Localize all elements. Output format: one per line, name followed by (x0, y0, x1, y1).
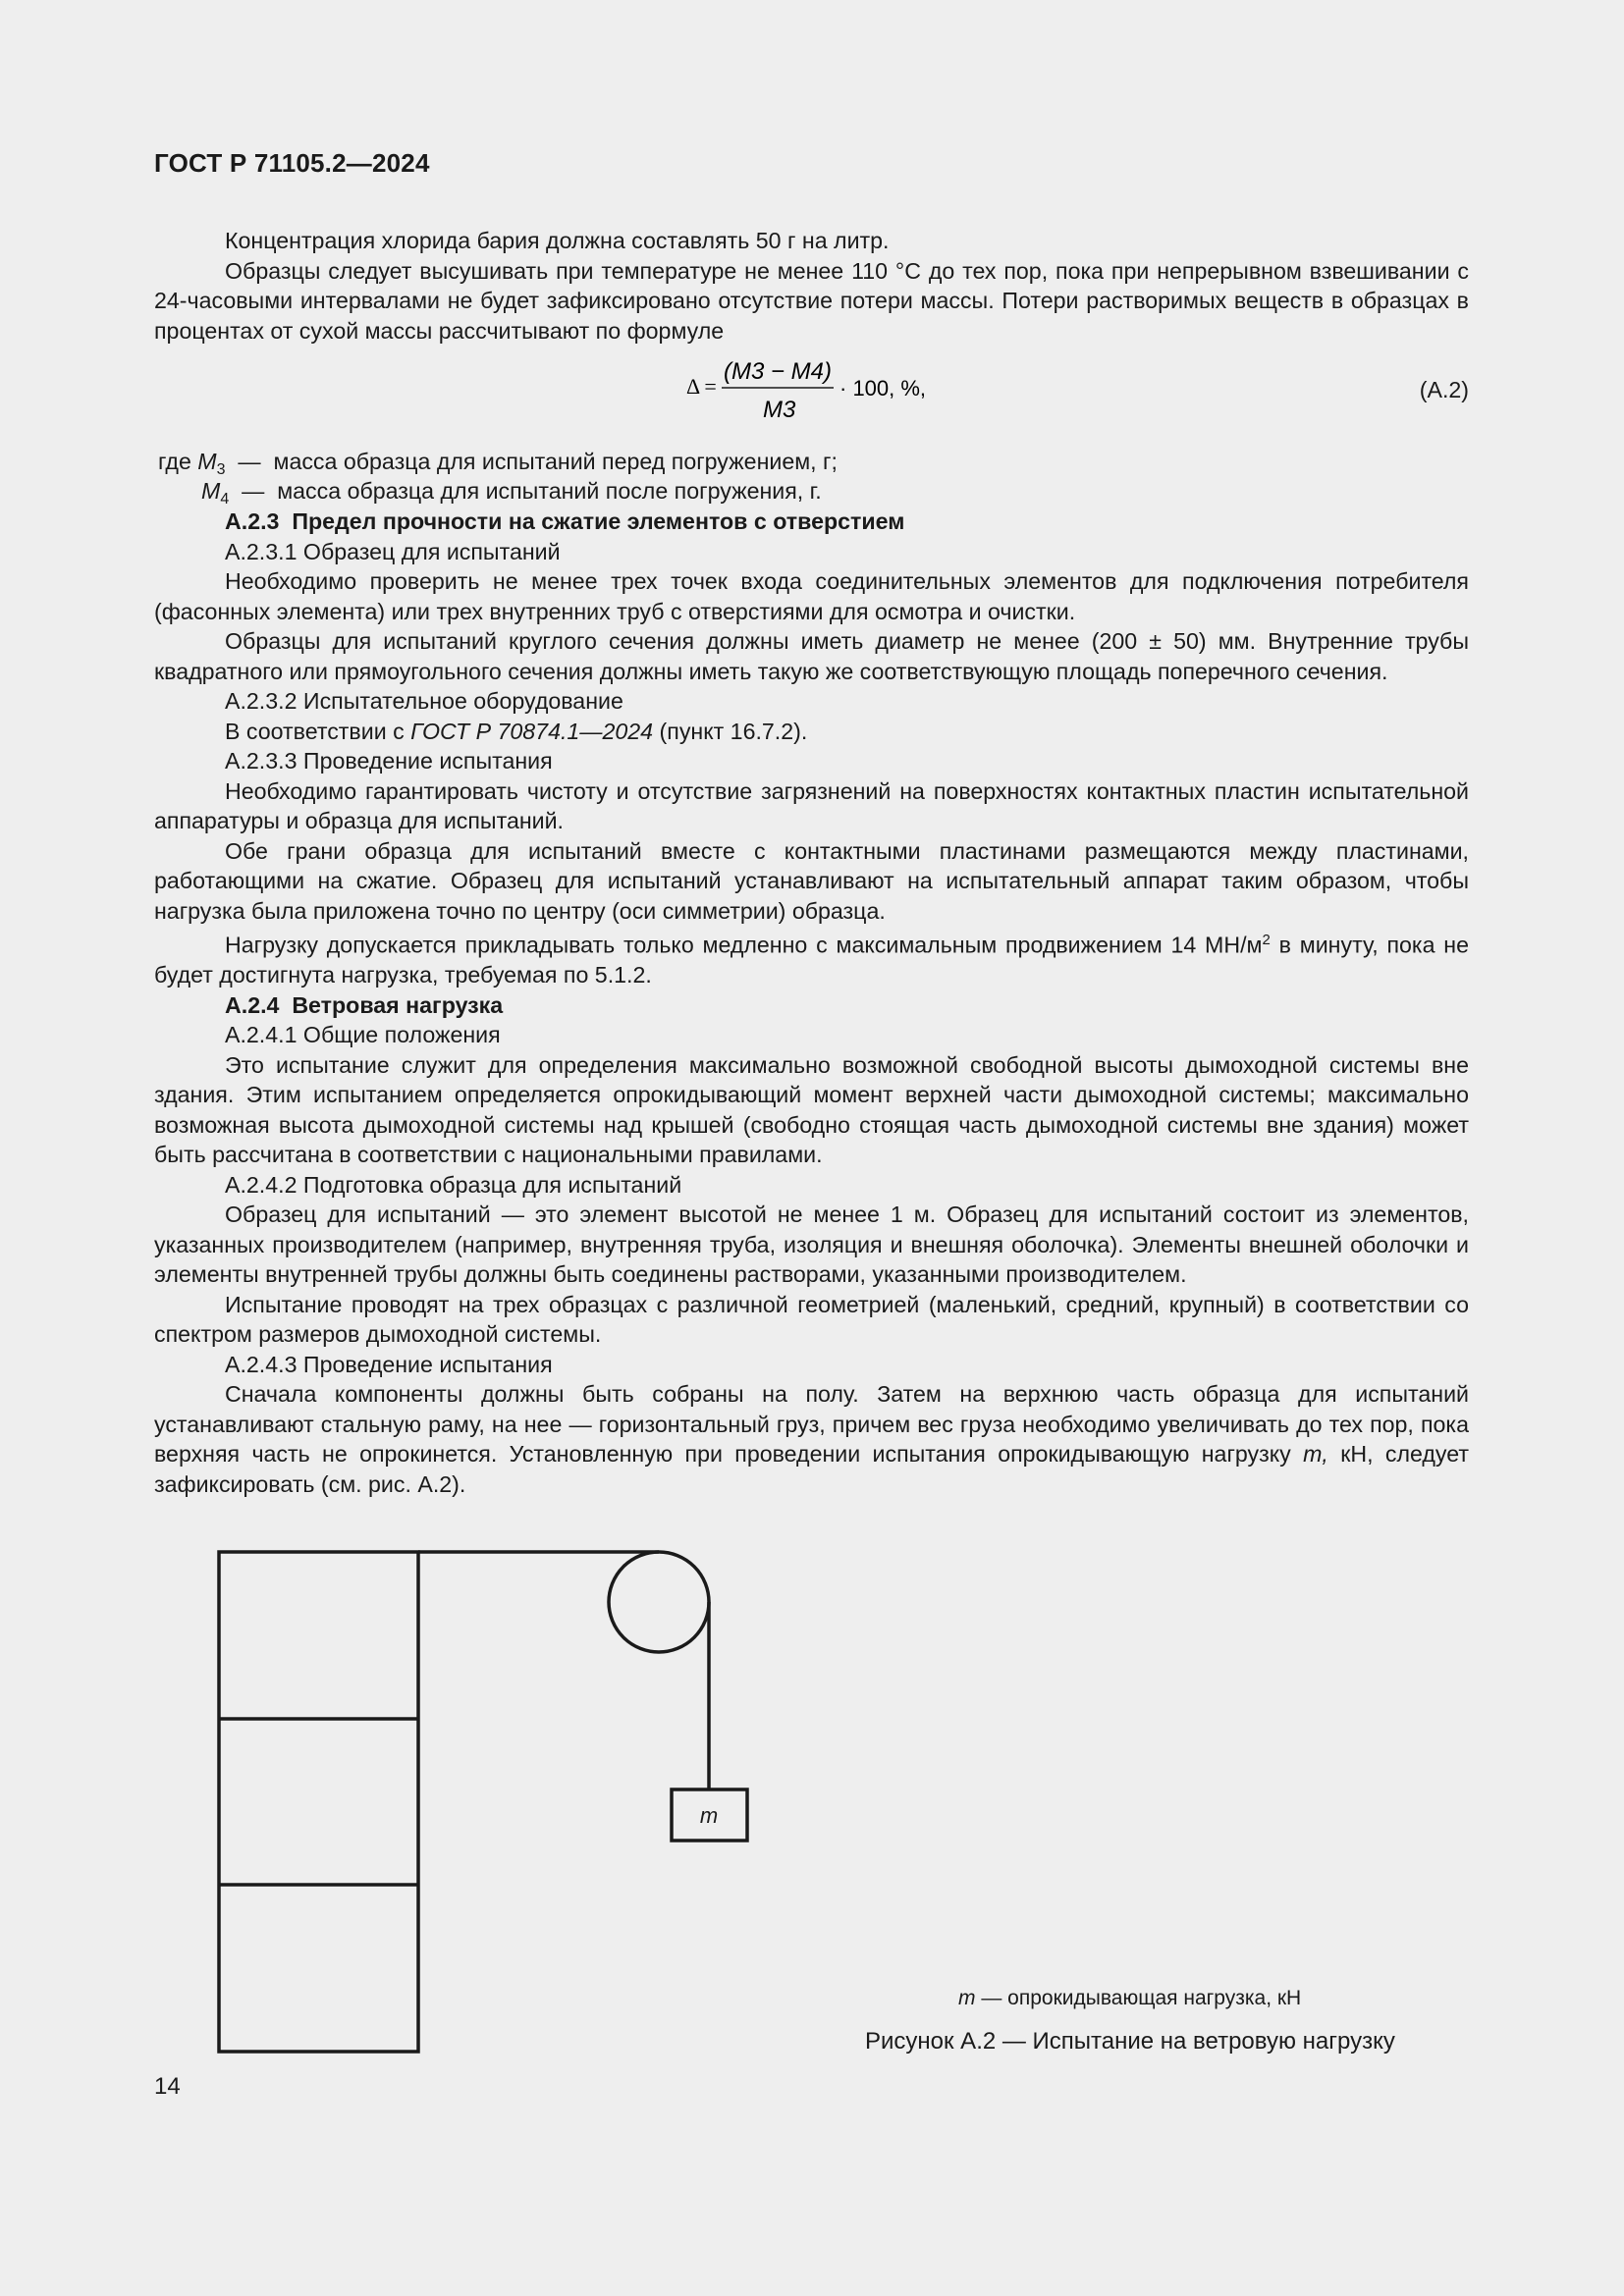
formula-legend (154, 447, 1469, 507)
subsection-heading: А.2.4.1 Общие положения (225, 1022, 501, 1048)
pulley (609, 1552, 709, 1652)
section-heading-a24: А.2.4 Ветровая нагрузка (225, 991, 504, 1018)
formula-tail: · 100, %, (839, 376, 927, 400)
paragraph: Образцы следует высушивать при температуре не менее 110 °С до тех пор, пока при непрерывном взвешивании с 24-часовыми интервалами не будет зафиксировано отсутствие потери массы. Потери растворимых веществ в образцах в процентах от сухой массы рассчитывают по формуле (154, 257, 1469, 344)
chimney-specimen (219, 1552, 418, 2052)
paragraph: Необходимо проверить не менее трех точек входа соединительных элементов для подключения потребителя (фасонных элемента) или трех внутренних труб с отверстиями для осмотра и очистки. (154, 568, 1469, 624)
weight-box (672, 1789, 747, 1841)
subsection-heading: А.2.3.2 Испытательное оборудование (225, 688, 623, 714)
paragraph: Обе грани образца для испытаний вместе с контактными пластинами размещаются между пластинами, работающими на сжатие. Образец для испытаний устанавливают на испытательный аппарат таким образом, чтобы нагрузка была приложена точно по центру (оси симметрии) образца. (154, 837, 1469, 924)
figure-legend: m — опрокидывающая нагрузка, кН (958, 1987, 1302, 2009)
subsection-heading: А.2.4.2 Подготовка образца для испытаний (225, 1171, 682, 1198)
paragraph: Образцы для испытаний круглого сечения должны иметь диаметр не менее (200 ± 50) мм. Внутренние трубы квадратного или прямоугольного сечения должны иметь такую же соответствующую площадь поперечного сечения. (154, 628, 1469, 684)
document-body (154, 226, 1469, 1499)
legend-m4: $M_4$ — масса образца для испытаний после погружения, г. (201, 478, 822, 507)
paragraph: Это испытание служит для определения максимально возможной свободной высоты дымоходной системы вне здания. Этим испытанием определяется опрокидывающий момент верхней части дымоходной системы; максимально возможная высота дымоходной системы над крышей (свободно стоящая часть дымоходной системы вне здания) может быть рассчитана в соответствии с национальными правилами. (154, 1051, 1469, 1168)
paragraph: Образец для испытаний — это элемент высотой не менее 1 м. Образец для испытаний состоит из элементов, указанных производителем (например, внутренняя труба, изоляция и внешняя оболочка). Элементы внешней оболочки и элементы внутренней трубы должны быть соединены растворами, указанными производителем. (154, 1201, 1469, 1288)
formula-number: (А.2) (1419, 377, 1469, 402)
formula-a2 (684, 350, 940, 429)
document-header: ГОСТ Р 71105.2—2024 (154, 148, 430, 178)
paragraph: В соответствии с ГОСТ Р 70874.1—2024 (пункт 16.7.2). (225, 718, 808, 744)
formula-numerator: (M3 − M4) (724, 358, 833, 385)
paragraph: Необходимо гарантировать чистоту и отсутствие загрязнений на поверхностях контактных пластин испытательной аппаратуры и образца для испытаний. (154, 777, 1469, 833)
subsection-heading: А.2.4.3 Проведение испытания (225, 1351, 553, 1377)
standard-reference: ГОСТ Р 70874.1—2024 (410, 718, 654, 744)
figure-caption: Рисунок А.2 — Испытание на ветровую нагрузку (865, 2028, 1395, 2055)
page-number: 14 (154, 2073, 181, 2100)
paragraph: Испытание проводят на трех образцах с различной геометрией (маленький, средний, крупный) в соответствии со спектром размеров дымоходной системы. (154, 1291, 1469, 1348)
weight-label: m (699, 1803, 719, 1828)
legend-m3: где $M_3$ — масса образца для испытаний перед погружением, г; (158, 449, 838, 478)
paragraph: Нагрузку допускается прикладывать только медленно с максимальным продвижением 14 $МН/м^2$ в минуту, пока не будет достигнута нагрузка, требуемая по 5.1.2. (154, 932, 1469, 988)
subsection-heading: А.2.3.1 Образец для испытаний (225, 538, 561, 564)
paragraph: Сначала компоненты должны быть собраны на полу. Затем на верхнюю часть образца для испытаний устанавливают стальную раму, на нее — горизонтальный груз, причем вес груза необходимо увеличивать до тех пор, пока верхняя часть не опрокинется. Установленную при проведении испытания опрокидывающую нагрузку m, кН, следует зафиксировать (см. рис. А.2). (154, 1381, 1470, 1497)
formula-lhs: Δ = (686, 374, 717, 399)
formula-denominator: M3 (763, 397, 796, 423)
paragraph: Концентрация хлорида бария должна составлять 50 г на литр. (225, 228, 890, 253)
section-heading-a23: А.2.3 Предел прочности на сжатие элементов с отверстием (225, 508, 905, 534)
formula-block (154, 346, 1469, 447)
subsection-heading: А.2.3.3 Проведение испытания (225, 748, 553, 774)
